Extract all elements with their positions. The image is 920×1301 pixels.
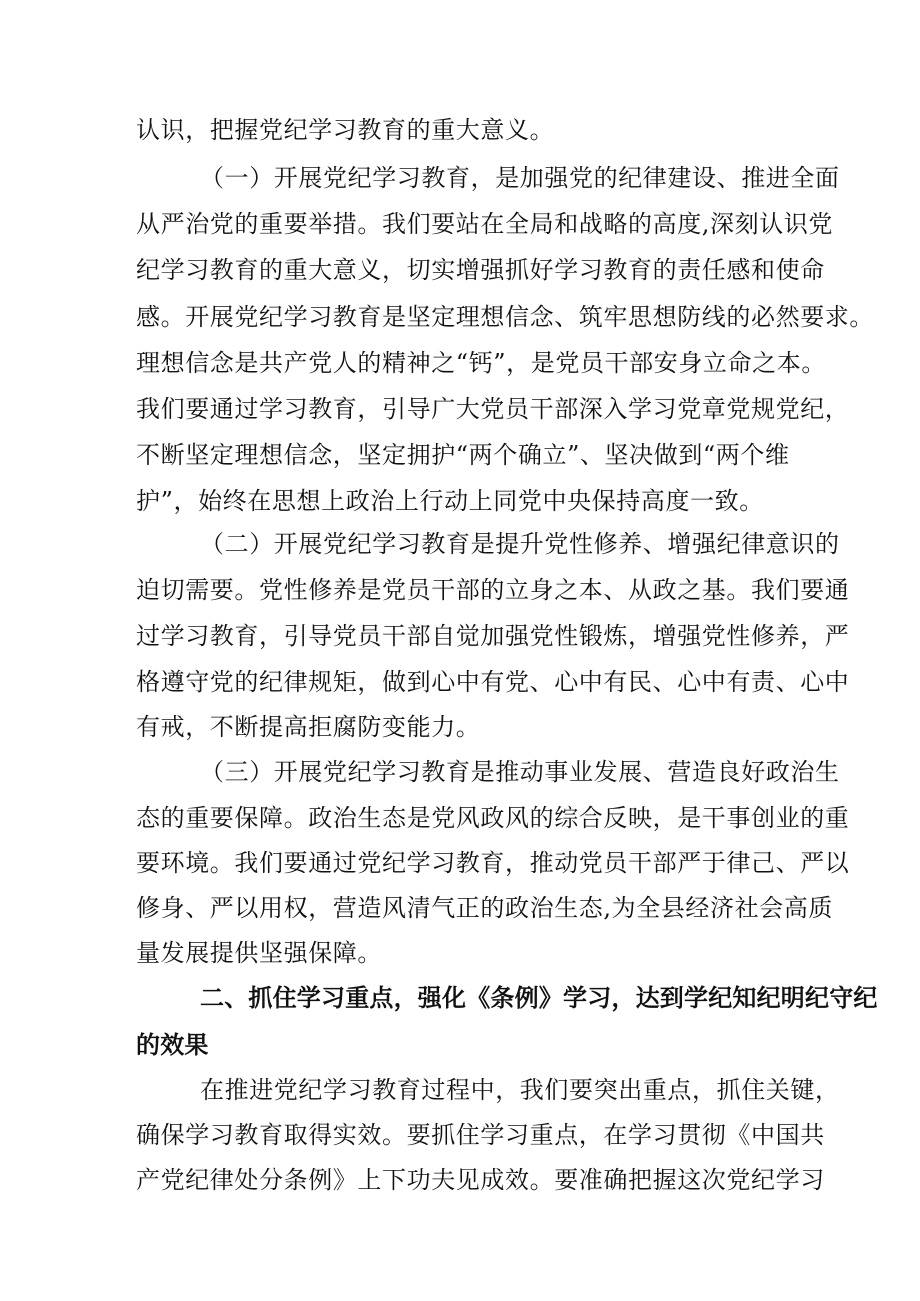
text-line: 不断坚定理想信念，坚定拥护“两个确立”、坚决做到“两个维 <box>136 441 790 469</box>
text-line: 迫切需要。党性修养是党员干部的立身之本、从政之基。我们要通 <box>136 576 850 604</box>
text-line: （二）开展党纪学习教育是提升党性修养、增强纪律意识的 <box>200 530 840 558</box>
text-line: 格遵守党的纪律规矩，做到心中有党、心中有民、心中有责、心中 <box>136 668 850 696</box>
text-line: 修身、严以用权，营造风清气正的政治生态,为全县经济社会高质 <box>136 894 834 922</box>
text-line: 纪学习教育的重大意义，切实增强抓好学习教育的责任感和使命 <box>136 256 825 284</box>
text-line: 态的重要保障。政治生态是党风政风的综合反映，是干事创业的重 <box>136 804 850 832</box>
text-line: （一）开展党纪学习教育，是加强党的纪律建设、推进全面 <box>200 164 840 192</box>
text-line: 感。开展党纪学习教育是坚定理想信念、筑牢思想防线的必然要求。 <box>136 303 874 331</box>
text-line: 护”，始终在思想上政治上行动上同党中央保持高度一致。 <box>136 487 764 515</box>
text-line: 确保学习教育取得实效。要抓住学习重点，在学习贯彻《中国共 <box>136 1121 825 1149</box>
text-line: 要环境。我们要通过党纪学习教育，推动党员干部严于律己、严以 <box>136 849 850 877</box>
text-line: 在推进党纪学习教育过程中，我们要突出重点，抓住关键， <box>200 1076 840 1104</box>
text-line: 从严治党的重要举措。我们要站在全局和战略的高度,深刻认识党 <box>136 210 834 238</box>
text-line: 过学习教育，引导党员干部自觉加强党性锻炼，增强党性修养，严 <box>136 622 850 650</box>
text-line: 产党纪律处分条例》上下功夫见成效。要准确把握这次党纪学习 <box>136 1166 825 1194</box>
section-heading: 的效果 <box>136 1031 209 1059</box>
section-heading: 二、抓住学习重点，强化《条例》学习，达到学纪知纪明纪守纪 <box>200 984 878 1012</box>
text-line: 量发展提供坚强保障。 <box>136 939 382 967</box>
text-line: 认识，把握党纪学习教育的重大意义。 <box>136 116 555 144</box>
text-line: 我们要通过学习教育，引导广大党员干部深入学习党章党规党纪， <box>136 395 850 423</box>
text-line: （三）开展党纪学习教育是推动事业发展、营造良好政治生 <box>200 758 840 786</box>
text-line: 有戒，不断提高拒腐防变能力。 <box>136 713 481 741</box>
text-line: 理想信念是共产党人的精神之“钙”，是党员干部安身立命之本。 <box>136 349 826 377</box>
